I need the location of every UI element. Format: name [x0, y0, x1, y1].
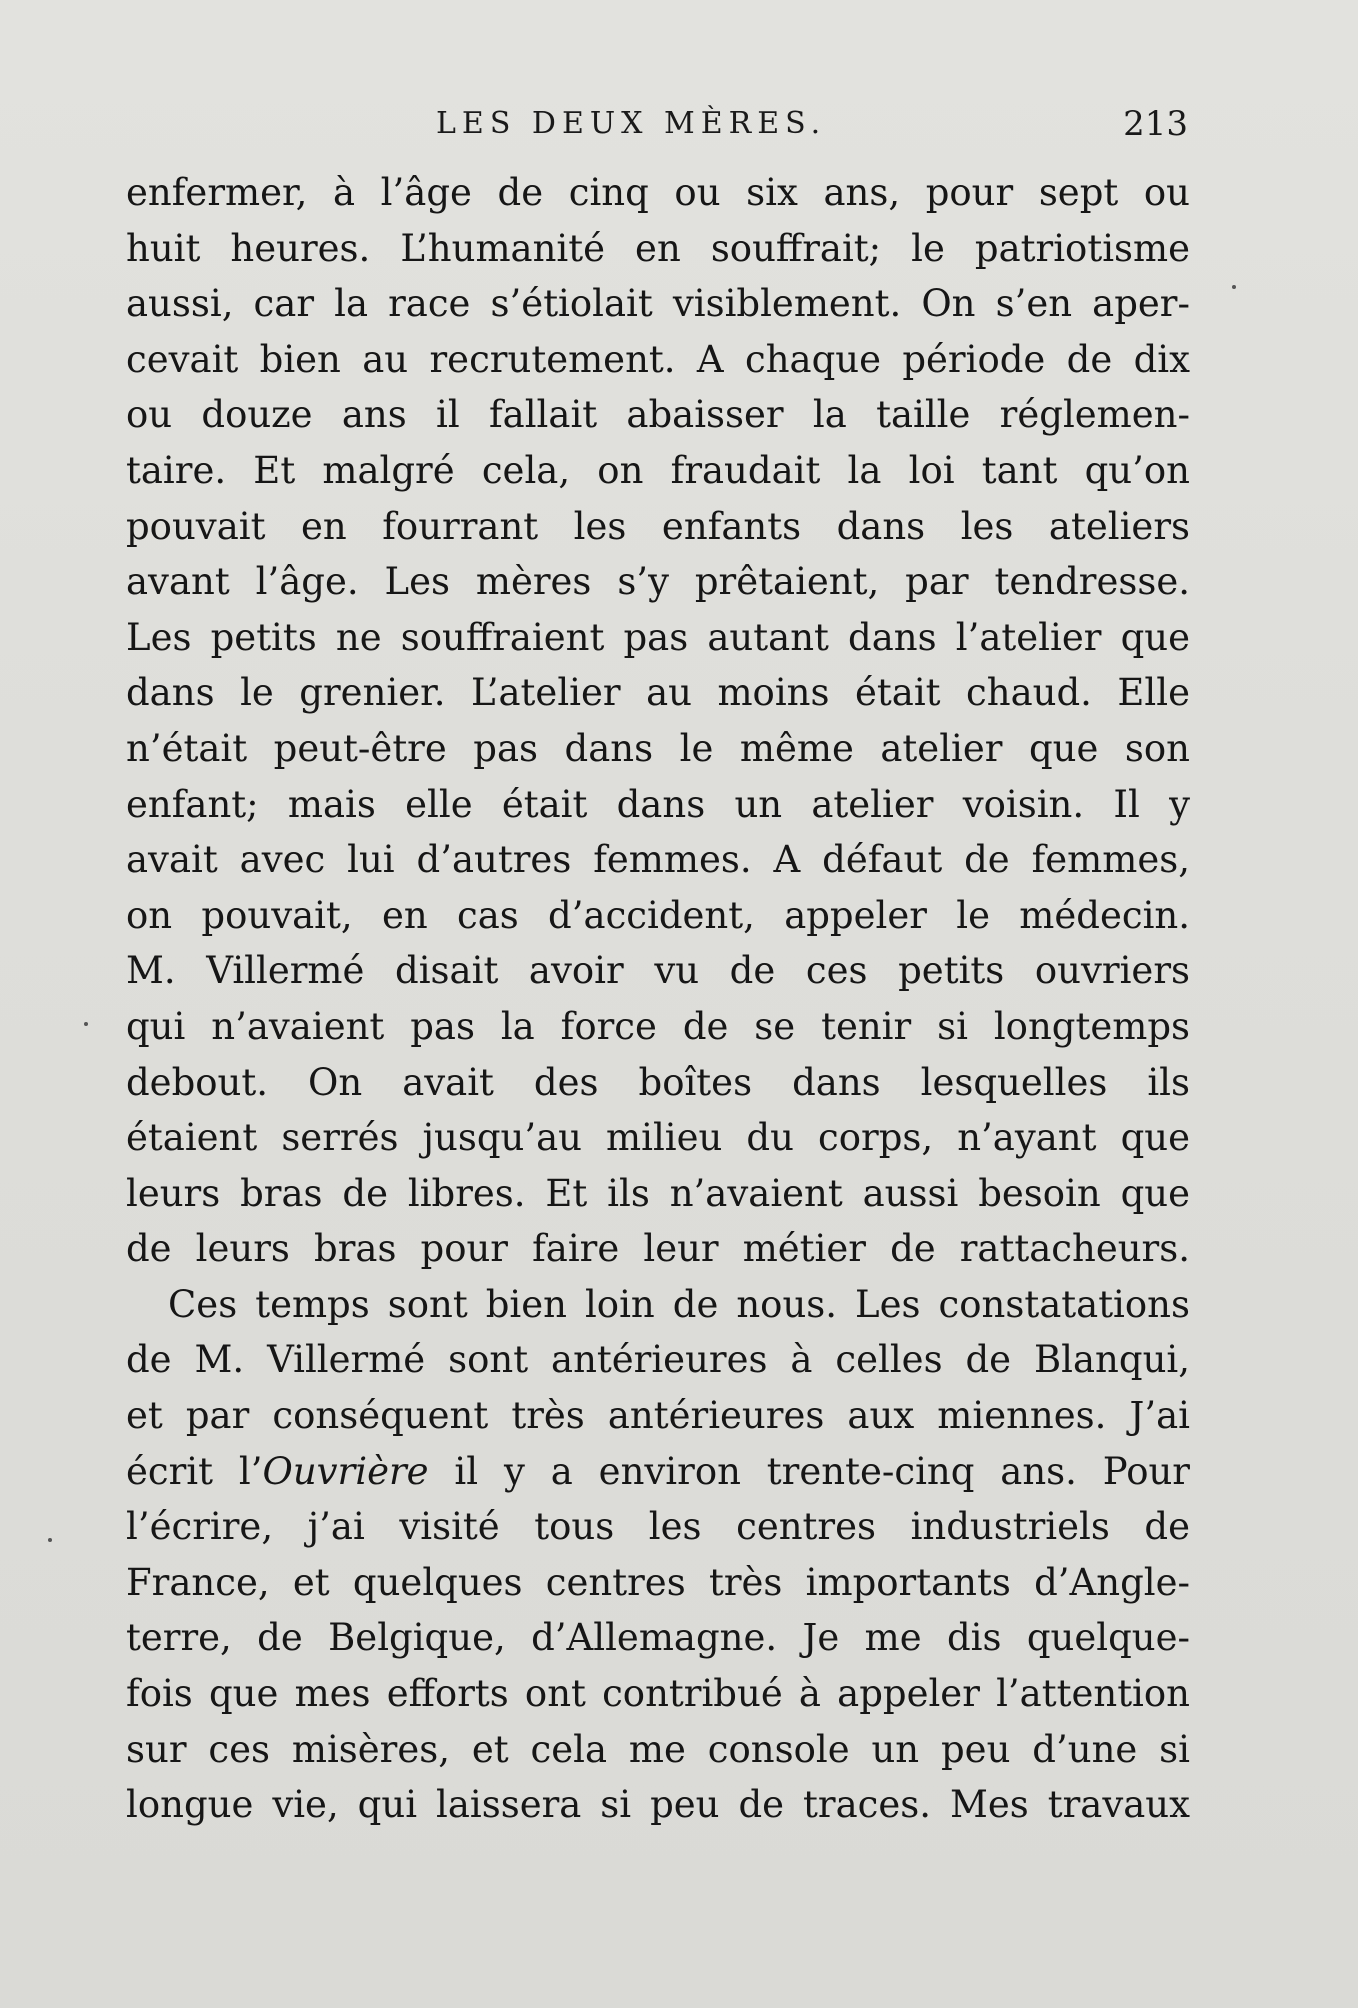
text-line: leurs bras de libres. Et ils n’avaient aussi besoin que [126, 1171, 1190, 1215]
text-line: enfermer, à l’âge de cinq ou six ans, pour sept ou [126, 171, 1190, 214]
text-line: avait avec lui d’autres femmes. A défaut de femmes, [126, 838, 1190, 882]
text-line: l’écrire, j’ai visité tous les centres industriels de [126, 1505, 1190, 1549]
body-text [126, 165, 1190, 1833]
book-title-italic: Ouvrière [262, 1449, 429, 1493]
text-line: qui n’avaient pas la force de se tenir si longtemps [126, 1004, 1190, 1048]
running-title: LES DEUX MÈRES. [436, 106, 827, 141]
paragraph-first-line: Ces temps sont bien loin de nous. Les constatations [168, 1282, 1190, 1326]
text-line: avant l’âge. Les mères s’y prêtaient, par tendresse. [126, 560, 1190, 604]
text-fragment: écrit l’ [126, 1449, 263, 1493]
text-line: sur ces misères, et cela me console un peu d’une si [126, 1727, 1190, 1771]
text-line: taire. Et malgré cela, on fraudait la loi tant qu’on [126, 448, 1190, 492]
paper-speck [84, 1022, 88, 1026]
paper-speck [1232, 285, 1236, 289]
text-line: on pouvait, en cas d’accident, appeler le médecin. [126, 893, 1190, 937]
text-line: M. Villermé disait avoir vu de ces petits ouvriers [126, 949, 1190, 993]
page-number: 213 [1123, 104, 1188, 144]
text-line: terre, de Belgique, d’Allemagne. Je me dis quelque- [126, 1616, 1190, 1660]
text-line: aussi, car la race s’étiolait visiblement. On s’en aper- [126, 282, 1190, 326]
text-line: Les petits ne souffraient pas autant dans l’atelier que [126, 615, 1190, 659]
text-line-with-title [126, 1444, 1190, 1500]
text-line: de leurs bras pour faire leur métier de rattacheurs. [126, 1227, 1190, 1271]
text-line: dans le grenier. L’atelier au moins était chaud. Elle [126, 671, 1190, 715]
text-line: ou douze ans il fallait abaisser la taille réglemen- [126, 393, 1190, 437]
text-line: huit heures. L’humanité en souffrait; le patriotisme [126, 226, 1190, 270]
text-line: de M. Villermé sont antérieures à celles de Blanqui, [126, 1338, 1190, 1382]
text-line: enfant; mais elle était dans un atelier voisin. Il y [126, 782, 1190, 826]
text-line: pouvait en fourrant les enfants dans les ateliers [126, 504, 1190, 548]
text-line: cevait bien au recrutement. A chaque période de dix [126, 337, 1190, 381]
text-fragment: il y a environ trente-cinq ans. Pour [428, 1449, 1190, 1493]
text-line: France, et quelques centres très importants d’Angle- [126, 1560, 1190, 1604]
running-head [126, 98, 1188, 154]
text-line: étaient serrés jusqu’au milieu du corps, n’ayant que [126, 1116, 1190, 1160]
text-line: n’était peut-être pas dans le même atelier que son [126, 726, 1190, 770]
text-line: longue vie, qui laissera si peu de traces. Mes travaux [126, 1783, 1190, 1827]
paper-speck [48, 1538, 52, 1542]
text-line: debout. On avait des boîtes dans lesquelles ils [126, 1060, 1190, 1104]
text-line: fois que mes efforts ont contribué à appeler l’attention [126, 1672, 1190, 1716]
text-line: et par conséquent très antérieures aux miennes. J’ai [126, 1394, 1190, 1438]
